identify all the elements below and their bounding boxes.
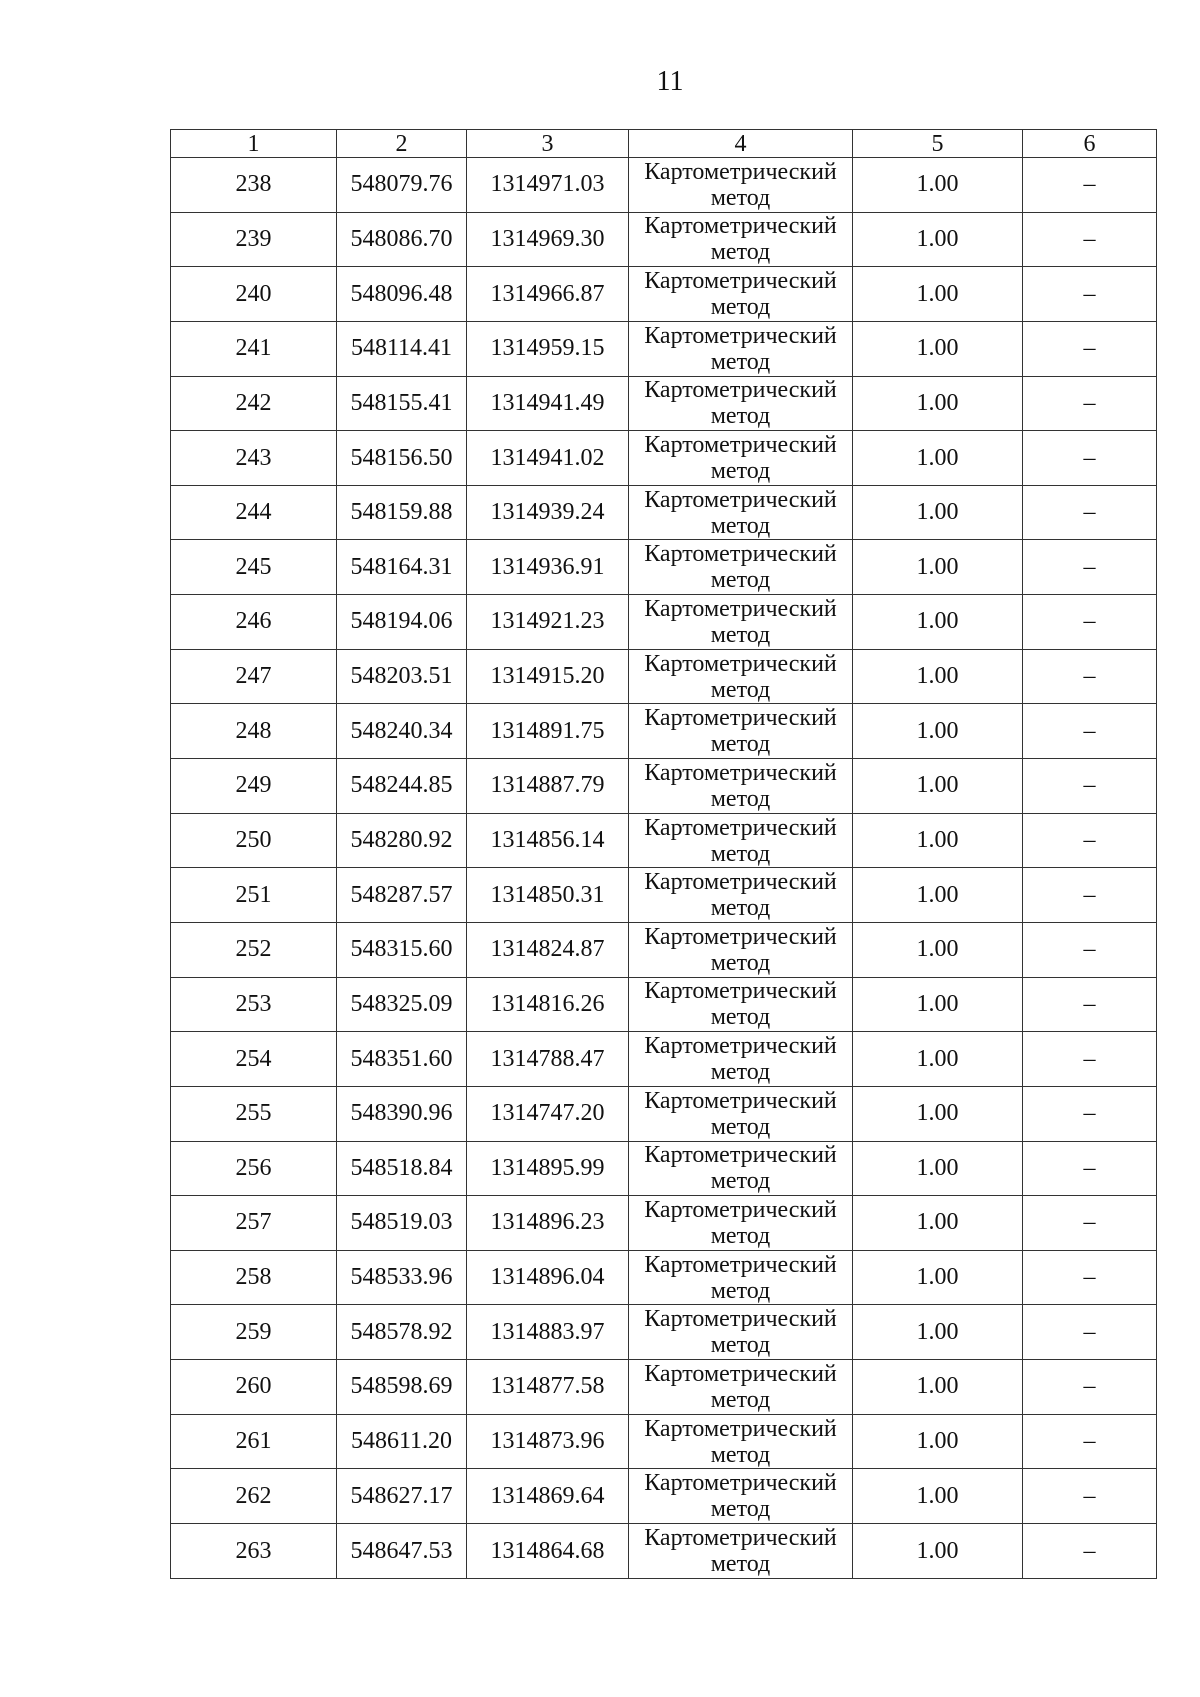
x-coordinate-cell: 548647.53 — [337, 1524, 467, 1579]
table-row — [171, 1469, 1157, 1524]
method-line-1: Картометрический — [644, 923, 837, 950]
method-cell — [629, 1032, 853, 1087]
point-number-cell: 238 — [171, 158, 337, 213]
method-line-1: Картометрический — [644, 1360, 837, 1387]
point-number-cell: 244 — [171, 485, 337, 540]
x-coordinate-cell: 548280.92 — [337, 813, 467, 868]
x-coordinate-cell: 548315.60 — [337, 922, 467, 977]
method-line-1: Картометрический — [644, 1306, 837, 1333]
method-cell — [629, 1414, 853, 1469]
method-line-1: Картометрический — [644, 268, 837, 295]
method-cell — [629, 158, 853, 213]
method-cell — [629, 212, 853, 267]
accuracy-cell: 1.00 — [853, 1141, 1023, 1196]
y-coordinate-cell: 1314869.64 — [467, 1469, 629, 1524]
y-coordinate-cell: 1314883.97 — [467, 1305, 629, 1360]
x-coordinate-cell: 548155.41 — [337, 376, 467, 431]
point-number-cell: 248 — [171, 704, 337, 759]
x-coordinate-cell: 548156.50 — [337, 431, 467, 486]
table-row — [171, 485, 1157, 540]
point-number-cell: 249 — [171, 759, 337, 814]
table-row — [171, 649, 1157, 704]
table-row — [171, 212, 1157, 267]
point-number-cell: 258 — [171, 1250, 337, 1305]
accuracy-cell: 1.00 — [853, 485, 1023, 540]
accuracy-cell: 1.00 — [853, 1414, 1023, 1469]
method-cell — [629, 1360, 853, 1415]
y-coordinate-cell: 1314856.14 — [467, 813, 629, 868]
method-cell — [629, 376, 853, 431]
method-cell — [629, 922, 853, 977]
y-coordinate-cell: 1314873.96 — [467, 1414, 629, 1469]
x-coordinate-cell: 548194.06 — [337, 595, 467, 650]
method-cell — [629, 267, 853, 322]
table-row — [171, 158, 1157, 213]
method-line-2: метод — [710, 731, 771, 758]
point-number-cell: 254 — [171, 1032, 337, 1087]
point-number-cell: 262 — [171, 1469, 337, 1524]
accuracy-cell: 1.00 — [853, 813, 1023, 868]
note-cell: – — [1023, 267, 1157, 322]
point-number-cell: 242 — [171, 376, 337, 431]
method-line-2: метод — [710, 1496, 771, 1523]
method-line-2: метод — [710, 1441, 771, 1468]
accuracy-cell: 1.00 — [853, 1305, 1023, 1360]
method-line-2: метод — [710, 239, 771, 266]
table-row — [171, 813, 1157, 868]
accuracy-cell: 1.00 — [853, 1360, 1023, 1415]
note-cell: – — [1023, 1414, 1157, 1469]
accuracy-cell: 1.00 — [853, 158, 1023, 213]
y-coordinate-cell: 1314941.02 — [467, 431, 629, 486]
method-line-2: метод — [710, 567, 771, 594]
y-coordinate-cell: 1314850.31 — [467, 868, 629, 923]
method-line-2: метод — [710, 949, 771, 976]
x-coordinate-cell: 548351.60 — [337, 1032, 467, 1087]
method-line-2: метод — [710, 1386, 771, 1413]
x-coordinate-cell: 548079.76 — [337, 158, 467, 213]
y-coordinate-cell: 1314864.68 — [467, 1524, 629, 1579]
method-line-1: Картометрический — [644, 650, 837, 677]
table-row — [171, 1086, 1157, 1141]
method-line-1: Картометрический — [644, 1087, 837, 1114]
note-cell: – — [1023, 1360, 1157, 1415]
x-coordinate-cell: 548611.20 — [337, 1414, 467, 1469]
column-header: 6 — [1023, 130, 1157, 158]
y-coordinate-cell: 1314936.91 — [467, 540, 629, 595]
accuracy-cell: 1.00 — [853, 267, 1023, 322]
table-row — [171, 376, 1157, 431]
x-coordinate-cell: 548096.48 — [337, 267, 467, 322]
note-cell: – — [1023, 1032, 1157, 1087]
method-line-1: Картометрический — [644, 213, 837, 240]
method-cell — [629, 977, 853, 1032]
method-cell — [629, 431, 853, 486]
y-coordinate-cell: 1314966.87 — [467, 267, 629, 322]
method-cell — [629, 1524, 853, 1579]
method-line-2: метод — [710, 403, 771, 430]
table-row — [171, 595, 1157, 650]
method-line-1: Картометрический — [644, 869, 837, 896]
accuracy-cell: 1.00 — [853, 868, 1023, 923]
y-coordinate-cell: 1314896.04 — [467, 1250, 629, 1305]
y-coordinate-cell: 1314915.20 — [467, 649, 629, 704]
accuracy-cell: 1.00 — [853, 595, 1023, 650]
accuracy-cell: 1.00 — [853, 540, 1023, 595]
x-coordinate-cell: 548159.88 — [337, 485, 467, 540]
table-row — [171, 977, 1157, 1032]
table-row — [171, 267, 1157, 322]
accuracy-cell: 1.00 — [853, 649, 1023, 704]
accuracy-cell: 1.00 — [853, 1032, 1023, 1087]
point-number-cell: 240 — [171, 267, 337, 322]
method-line-1: Картометрический — [644, 541, 837, 568]
method-line-2: метод — [710, 1113, 771, 1140]
accuracy-cell: 1.00 — [853, 759, 1023, 814]
method-line-2: метод — [710, 1277, 771, 1304]
y-coordinate-cell: 1314891.75 — [467, 704, 629, 759]
column-header: 1 — [171, 130, 337, 158]
y-coordinate-cell: 1314895.99 — [467, 1141, 629, 1196]
column-header: 2 — [337, 130, 467, 158]
x-coordinate-cell: 548164.31 — [337, 540, 467, 595]
method-cell — [629, 540, 853, 595]
y-coordinate-cell: 1314921.23 — [467, 595, 629, 650]
method-cell — [629, 868, 853, 923]
method-cell — [629, 1469, 853, 1524]
method-cell — [629, 321, 853, 376]
accuracy-cell: 1.00 — [853, 977, 1023, 1032]
method-line-2: метод — [710, 1222, 771, 1249]
x-coordinate-cell: 548240.34 — [337, 704, 467, 759]
table-row — [171, 704, 1157, 759]
note-cell: – — [1023, 431, 1157, 486]
table-row — [171, 1141, 1157, 1196]
note-cell: – — [1023, 868, 1157, 923]
point-number-cell: 259 — [171, 1305, 337, 1360]
note-cell: – — [1023, 1305, 1157, 1360]
method-line-2: метод — [710, 895, 771, 922]
method-line-2: метод — [710, 184, 771, 211]
note-cell: – — [1023, 540, 1157, 595]
method-line-2: метод — [710, 294, 771, 321]
note-cell: – — [1023, 1141, 1157, 1196]
point-number-cell: 256 — [171, 1141, 337, 1196]
y-coordinate-cell: 1314887.79 — [467, 759, 629, 814]
y-coordinate-cell: 1314877.58 — [467, 1360, 629, 1415]
point-number-cell: 247 — [171, 649, 337, 704]
method-line-2: метод — [710, 1004, 771, 1031]
note-cell: – — [1023, 649, 1157, 704]
coordinates-table — [170, 129, 1157, 1579]
y-coordinate-cell: 1314971.03 — [467, 158, 629, 213]
note-cell: – — [1023, 158, 1157, 213]
point-number-cell: 250 — [171, 813, 337, 868]
table-row — [171, 922, 1157, 977]
y-coordinate-cell: 1314969.30 — [467, 212, 629, 267]
note-cell: – — [1023, 922, 1157, 977]
accuracy-cell: 1.00 — [853, 922, 1023, 977]
header-row — [171, 130, 1157, 158]
point-number-cell: 261 — [171, 1414, 337, 1469]
point-number-cell: 243 — [171, 431, 337, 486]
method-line-1: Картометрический — [644, 432, 837, 459]
note-cell: – — [1023, 485, 1157, 540]
method-cell — [629, 595, 853, 650]
accuracy-cell: 1.00 — [853, 376, 1023, 431]
y-coordinate-cell: 1314747.20 — [467, 1086, 629, 1141]
method-cell — [629, 704, 853, 759]
method-line-2: метод — [710, 785, 771, 812]
method-cell — [629, 1141, 853, 1196]
y-coordinate-cell: 1314788.47 — [467, 1032, 629, 1087]
method-line-2: метод — [710, 1059, 771, 1086]
x-coordinate-cell: 548533.96 — [337, 1250, 467, 1305]
note-cell: – — [1023, 977, 1157, 1032]
point-number-cell: 241 — [171, 321, 337, 376]
table-row — [171, 868, 1157, 923]
column-header: 5 — [853, 130, 1023, 158]
method-line-2: метод — [710, 621, 771, 648]
method-line-1: Картометрический — [644, 322, 837, 349]
table-row — [171, 540, 1157, 595]
x-coordinate-cell: 548518.84 — [337, 1141, 467, 1196]
method-line-1: Картометрический — [644, 158, 837, 185]
method-line-1: Картометрический — [644, 1196, 837, 1223]
method-line-1: Картометрический — [644, 1033, 837, 1060]
accuracy-cell: 1.00 — [853, 321, 1023, 376]
method-line-1: Картометрический — [644, 1251, 837, 1278]
method-line-2: метод — [710, 512, 771, 539]
method-cell — [629, 1305, 853, 1360]
method-line-2: метод — [710, 676, 771, 703]
table-row — [171, 1524, 1157, 1579]
y-coordinate-cell: 1314959.15 — [467, 321, 629, 376]
method-line-2: метод — [710, 1332, 771, 1359]
point-number-cell: 253 — [171, 977, 337, 1032]
accuracy-cell: 1.00 — [853, 704, 1023, 759]
x-coordinate-cell: 548086.70 — [337, 212, 467, 267]
accuracy-cell: 1.00 — [853, 1524, 1023, 1579]
table-row — [171, 1250, 1157, 1305]
x-coordinate-cell: 548325.09 — [337, 977, 467, 1032]
point-number-cell: 255 — [171, 1086, 337, 1141]
method-line-2: метод — [710, 1168, 771, 1195]
method-line-2: метод — [710, 840, 771, 867]
method-cell — [629, 813, 853, 868]
table-row — [171, 1305, 1157, 1360]
x-coordinate-cell: 548598.69 — [337, 1360, 467, 1415]
method-line-1: Картометрический — [644, 705, 837, 732]
note-cell: – — [1023, 376, 1157, 431]
point-number-cell: 257 — [171, 1196, 337, 1251]
y-coordinate-cell: 1314824.87 — [467, 922, 629, 977]
point-number-cell: 260 — [171, 1360, 337, 1415]
table-row — [171, 321, 1157, 376]
accuracy-cell: 1.00 — [853, 1086, 1023, 1141]
method-line-1: Картометрический — [644, 486, 837, 513]
point-number-cell: 245 — [171, 540, 337, 595]
method-line-1: Картометрический — [644, 1415, 837, 1442]
note-cell: – — [1023, 759, 1157, 814]
method-line-1: Картометрический — [644, 1525, 837, 1551]
x-coordinate-cell: 548203.51 — [337, 649, 467, 704]
note-cell: – — [1023, 321, 1157, 376]
method-line-2: метод — [710, 1551, 771, 1577]
x-coordinate-cell: 548287.57 — [337, 868, 467, 923]
column-header: 4 — [629, 130, 853, 158]
x-coordinate-cell: 548390.96 — [337, 1086, 467, 1141]
method-cell — [629, 1196, 853, 1251]
note-cell: – — [1023, 1250, 1157, 1305]
method-cell — [629, 485, 853, 540]
method-line-1: Картометрический — [644, 595, 837, 622]
table-row — [171, 1414, 1157, 1469]
method-line-1: Картометрический — [644, 1470, 837, 1497]
table-row — [171, 1032, 1157, 1087]
note-cell: – — [1023, 1086, 1157, 1141]
point-number-cell: 251 — [171, 868, 337, 923]
y-coordinate-cell: 1314816.26 — [467, 977, 629, 1032]
method-line-2: метод — [710, 458, 771, 485]
x-coordinate-cell: 548114.41 — [337, 321, 467, 376]
accuracy-cell: 1.00 — [853, 431, 1023, 486]
method-line-1: Картометрический — [644, 377, 837, 404]
y-coordinate-cell: 1314939.24 — [467, 485, 629, 540]
column-header: 3 — [467, 130, 629, 158]
method-cell — [629, 1250, 853, 1305]
point-number-cell: 252 — [171, 922, 337, 977]
method-line-1: Картометрический — [644, 978, 837, 1005]
method-line-1: Картометрический — [644, 759, 837, 786]
table-row — [171, 431, 1157, 486]
table-row — [171, 1196, 1157, 1251]
note-cell: – — [1023, 1469, 1157, 1524]
accuracy-cell: 1.00 — [853, 1250, 1023, 1305]
method-cell — [629, 649, 853, 704]
x-coordinate-cell: 548519.03 — [337, 1196, 467, 1251]
method-line-1: Картометрический — [644, 814, 837, 841]
x-coordinate-cell: 548244.85 — [337, 759, 467, 814]
method-line-2: метод — [710, 348, 771, 375]
note-cell: – — [1023, 1196, 1157, 1251]
accuracy-cell: 1.00 — [853, 212, 1023, 267]
y-coordinate-cell: 1314896.23 — [467, 1196, 629, 1251]
accuracy-cell: 1.00 — [853, 1196, 1023, 1251]
method-line-1: Картометрический — [644, 1142, 837, 1169]
point-number-cell: 246 — [171, 595, 337, 650]
y-coordinate-cell: 1314941.49 — [467, 376, 629, 431]
x-coordinate-cell: 548627.17 — [337, 1469, 467, 1524]
point-number-cell: 239 — [171, 212, 337, 267]
note-cell: – — [1023, 212, 1157, 267]
note-cell: – — [1023, 813, 1157, 868]
note-cell: – — [1023, 595, 1157, 650]
table-row — [171, 759, 1157, 814]
method-cell — [629, 759, 853, 814]
page-number: 11 — [656, 66, 684, 97]
point-number-cell: 263 — [171, 1524, 337, 1579]
note-cell: – — [1023, 704, 1157, 759]
method-cell — [629, 1086, 853, 1141]
table-row — [171, 1360, 1157, 1415]
accuracy-cell: 1.00 — [853, 1469, 1023, 1524]
note-cell: – — [1023, 1524, 1157, 1579]
x-coordinate-cell: 548578.92 — [337, 1305, 467, 1360]
